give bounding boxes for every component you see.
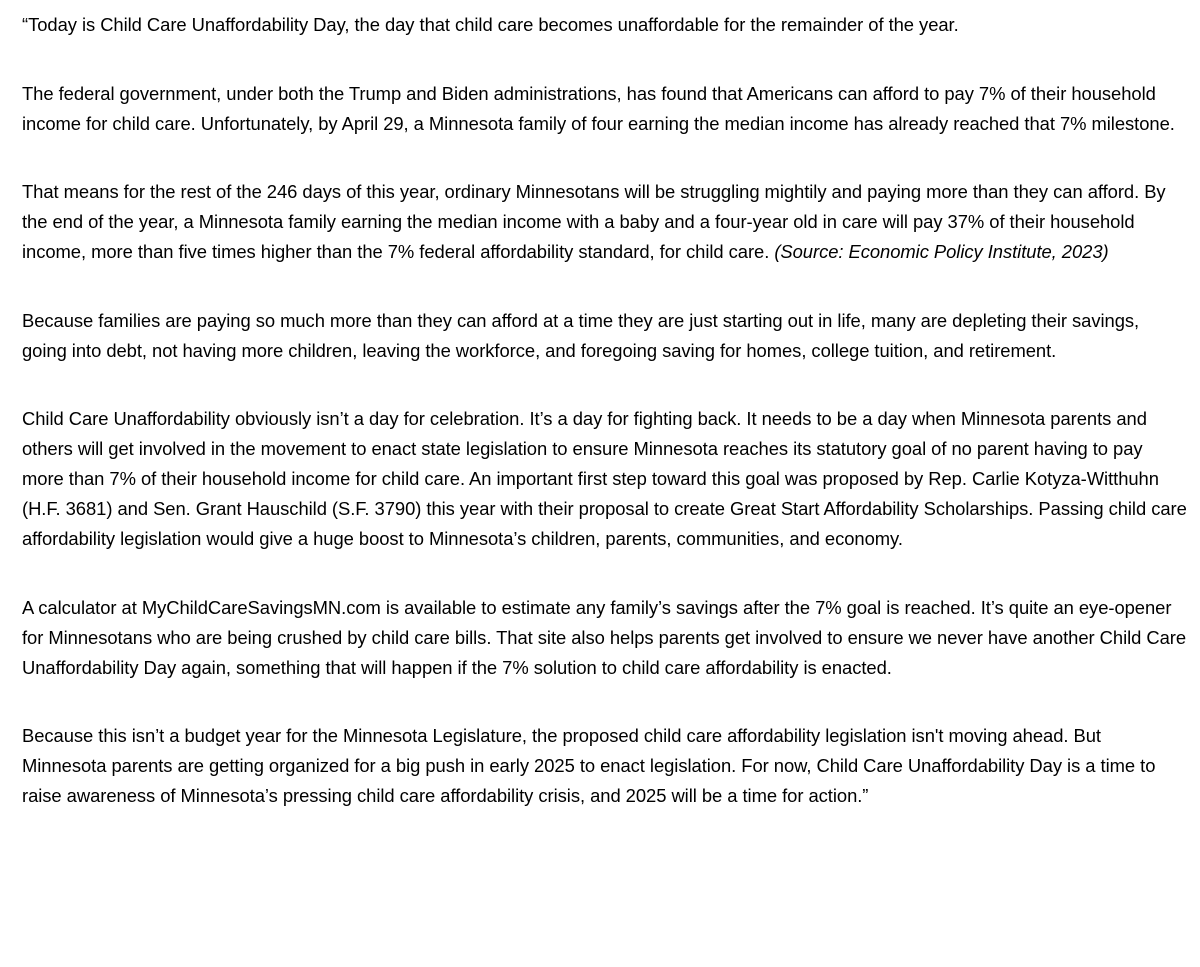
- paragraph-text: That means for the rest of the 246 days of this year, ordinary Minnesotans will be struggling mightily and paying more than they can afford. By the end of the year, a Minnesota family earning the median income with a baby and a four-year old in care will pay 37% of their household income, more than five times higher than the 7% federal affordability standard, for child care.: [22, 181, 1166, 262]
- paragraph-federal-standard: [22, 79, 1187, 139]
- paragraph-text: Child Care Unaffordability obviously isn’t a day for celebration. It’s a day for fighting back. It needs to be a day when Minnesota parents and others will get involved in the movement to enact state legislation to ensure Minnesota reaches its statutory goal of no parent having to pay more than 7% of their household income for child care. An important first step toward this goal was proposed by Rep. Carlie Kotyza-Witthuhn (H.F. 3681) and Sen. Grant Hauschild (S.F. 3790) this year with their proposal to create Great Start Affordability Scholarships. Passing child care affordability legislation would give a huge boost to Minnesota’s children, parents, communities, and economy.: [22, 408, 1187, 549]
- paragraph-text: Because this isn’t a budget year for the Minnesota Legislature, the proposed child care affordability legislation isn't moving ahead. But Minnesota parents are getting organized for a big push in early 2025 to enact legislation. For now, Child Care Unaffordability Day is a time to raise awareness of Minnesota’s pressing child care affordability crisis, and 2025 will be a time for action.”: [22, 725, 1156, 806]
- paragraph-remaining-days: [22, 177, 1187, 267]
- source-citation: (Source: Economic Policy Institute, 2023): [774, 241, 1109, 262]
- paragraph-family-impact: [22, 306, 1187, 366]
- statement-document: [22, 10, 1187, 811]
- paragraph-legislation: [22, 404, 1187, 554]
- paragraph-text: Because families are paying so much more than they can afford at a time they are just starting out in life, many are depleting their savings, going into debt, not having more children, leaving the workforce, and foregoing saving for homes, college tuition, and retirement.: [22, 309, 1140, 361]
- paragraph-text: “Today is Child Care Unaffordability Day, the day that child care becomes unaffordable for the remainder of the year.: [22, 14, 959, 35]
- paragraph-text: A calculator at MyChildCareSavingsMN.com is available to estimate any family’s savings after the 7% goal is reached. It’s quite an eye-opener for Minnesotans who are being crushed by child care bills. That site also helps parents get involved to ensure we never have another Child Care Unaffordability Day again, something that will happen if the 7% solution to child care affordability is enacted.: [22, 596, 1187, 678]
- paragraph-text: The federal government, under both the Trump and Biden administrations, has found that Americans can afford to pay 7% of their household income for child care. Unfortunately, by April 29, a Minnesota family of four earning the median income has already reached that 7% milestone.: [22, 82, 1175, 134]
- paragraph-calculator: [22, 593, 1187, 683]
- paragraph-next-steps: [22, 721, 1187, 811]
- paragraph-intro: [22, 10, 1187, 40]
